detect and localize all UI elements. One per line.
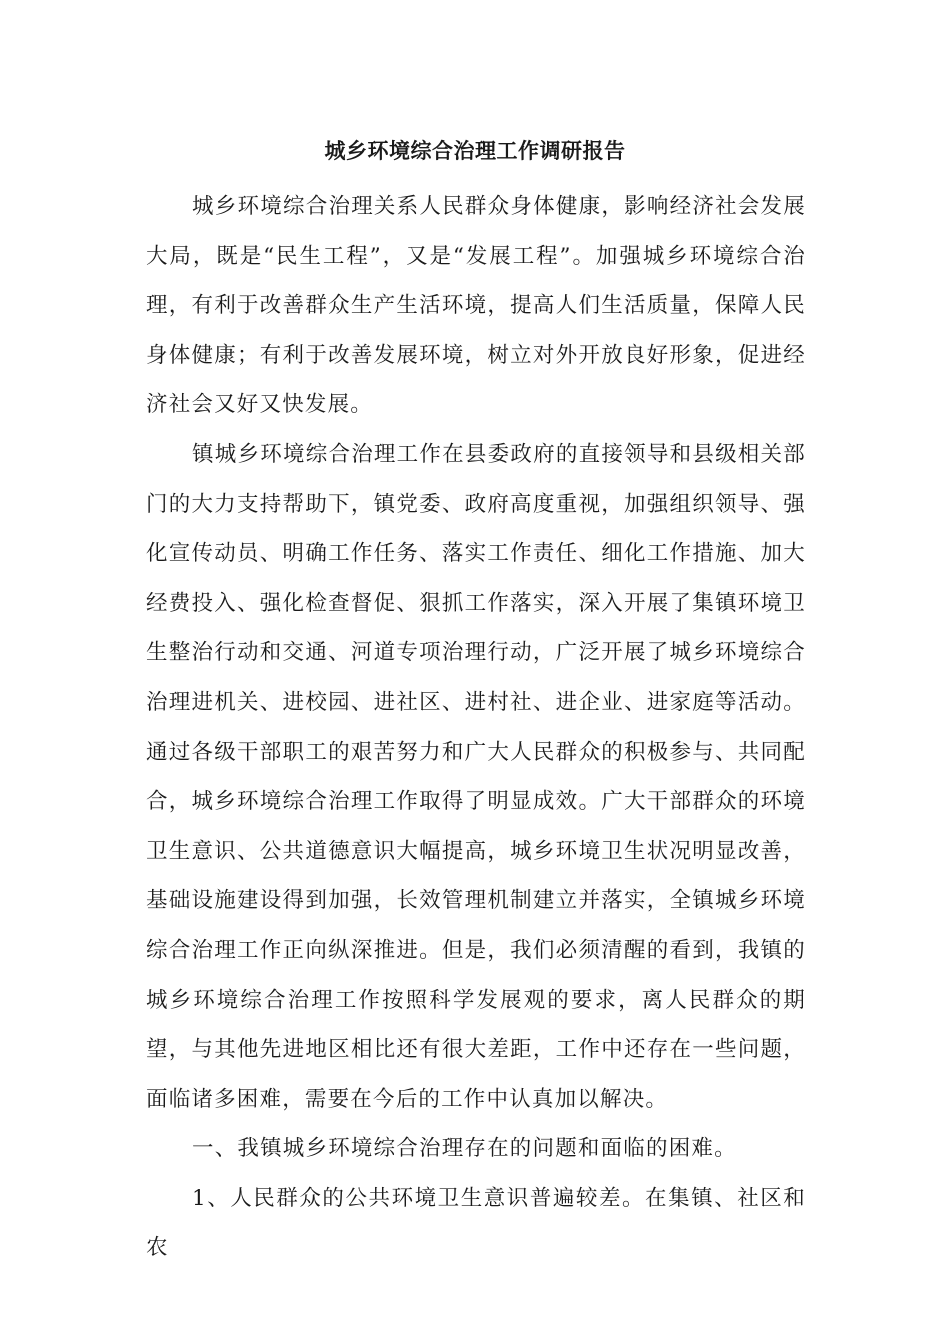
paragraph-overview: 镇城乡环境综合治理工作在县委政府的直接领导和县级相关部门的大力支持帮助下，镇党委、政府高度重视，加强组织领导、强化宣传动员、明确工作任务、落实工作责任、细化工作措施、加大经费投入、强化检查督促、狠抓工作落实，深入开展了集镇环境卫生整治行动和交通、河道专项治理行动，广泛开展了城乡环境综合治理进机关、进校园、进社区、进村社、进企业、进家庭等活动。通过各级干部职工的艰苦努力和广大人民群众的积极参与、共同配合，城乡环境综合治理工作取得了明显成效。广大干部群众的环境卫生意识、公共道德意识大幅提高，城乡环境卫生状况明显改善，基础设施建设得到加强，长效管理机制建立并落实，全镇城乡环境综合治理工作正向纵深推进。但是，我们必须清醒的看到，我镇的城乡环境综合治理工作按照科学发展观的要求，离人民群众的期望，与其他先进地区相比还有很大差距，工作中还存在一些问题，面临诸多困难，需要在今后的工作中认真加以解决。 bbox=[146, 441, 806, 1112]
document-title: 城乡环境综合治理工作调研报告 bbox=[324, 139, 626, 163]
section-heading-problems: 一、我镇城乡环境综合治理存在的问题和面临的困难。 bbox=[192, 1136, 737, 1162]
paragraph-intro: 城乡环境综合治理关系人民群众身体健康，影响经济社会发展大局，既是“民生工程”，又是“发展工程”。加强城乡环境综合治理，有利于改善群众生产生活环境，提高人们生活质量，保障人民身体健康；有利于改善发展环境，树立对外开放良好形象，促进经济社会又好又快发展。 bbox=[146, 194, 806, 418]
document-body bbox=[146, 182, 806, 1273]
paragraph-item-1: 1、人民群众的公共环境卫生意识普遍较差。在集镇、社区和农 bbox=[146, 1185, 806, 1261]
